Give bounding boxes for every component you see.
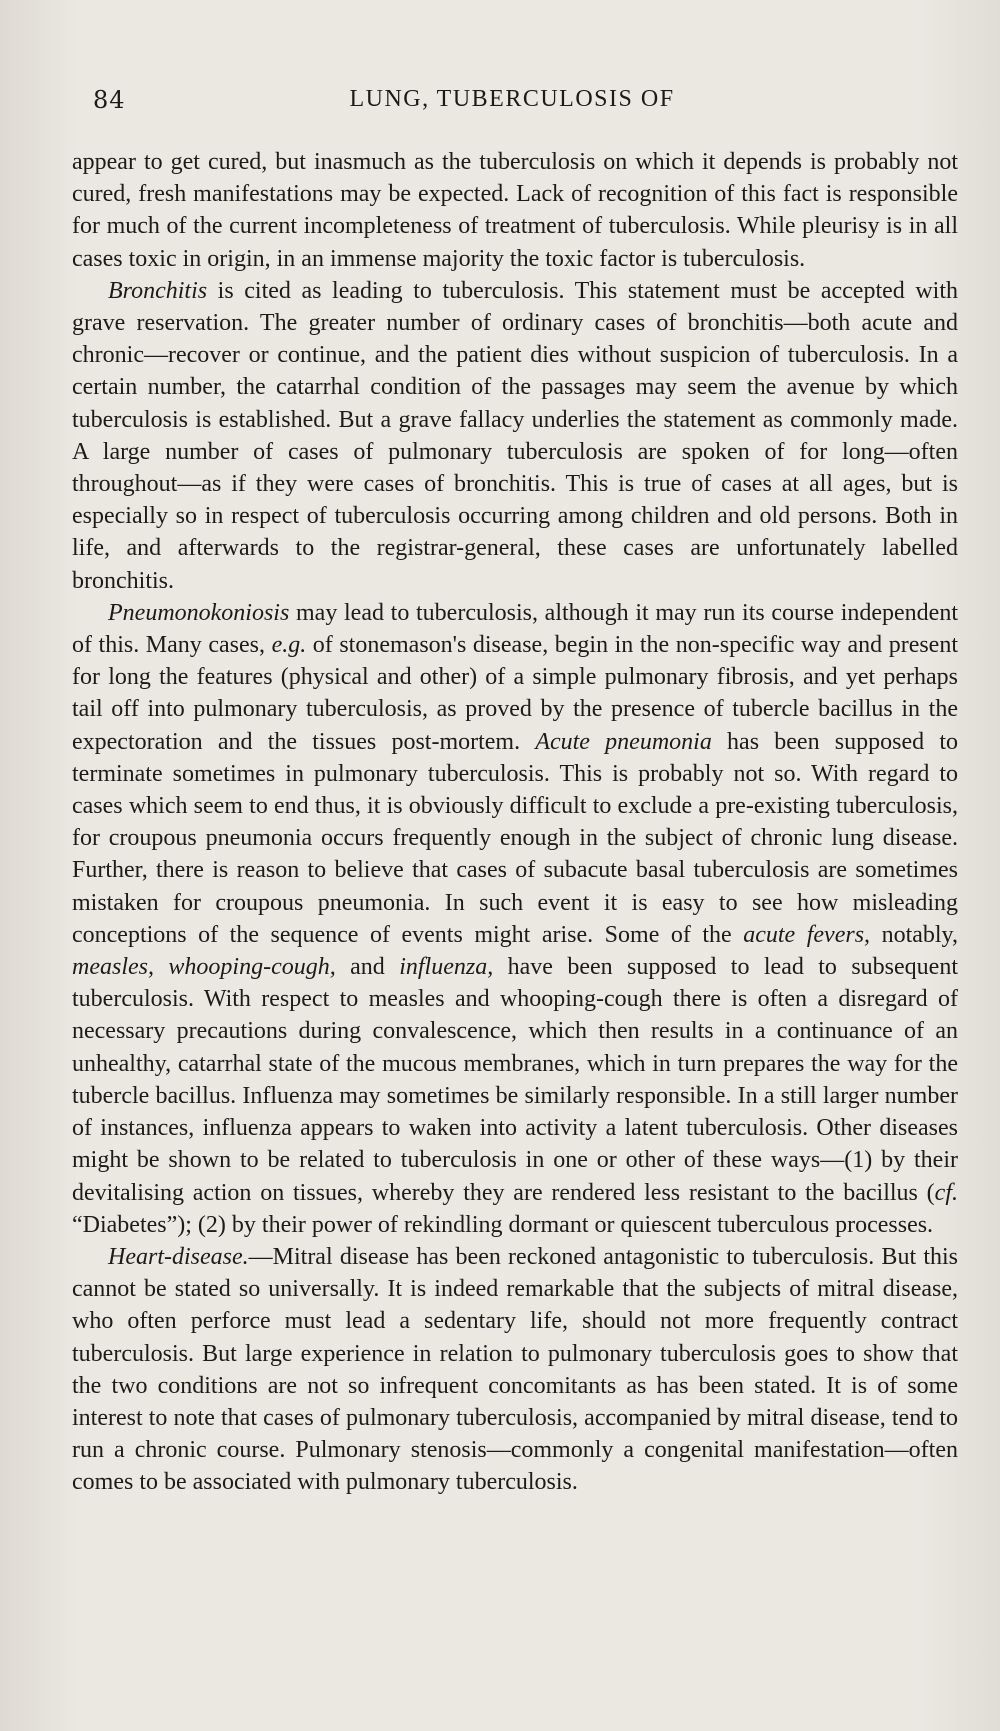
- italic-term: influenza,: [399, 954, 494, 981]
- italic-term: Heart-disease.: [108, 1243, 249, 1270]
- text-run: of stonemason's disease, begin in the non-specific way and present for long the features (physical and other) of a simple pulmonary fibrosis, and yet perhaps tail off into pulmonary tuberculosis, as proved by the presence of tubercle bacillus in the expectoration and the tissues post-mortem.: [72, 632, 959, 755]
- text-run: and: [335, 954, 400, 981]
- page-header: [68, 86, 956, 122]
- italic-term: Acute pneumonia: [535, 728, 712, 755]
- italic-term: cf.: [934, 1179, 958, 1206]
- text-run: notably,: [870, 921, 958, 948]
- paragraph-pleurisy: [72, 146, 958, 275]
- text-run: may lead to tuberculosis, although it may run its course independent of this. Many cases,: [72, 599, 958, 659]
- page-number: 84: [93, 86, 126, 114]
- italic-term: Bronchitis: [108, 277, 208, 304]
- text-run: have been supposed to lead to subsequent tuberculosis. With respect to measles and whooping-cough there is often a disregard of necessary precautions during convalescence, which then results in a continuance of an unhealthy, catarrhal state of the mucous membranes, which in turn prepares the way for the tubercle bacillus. Influenza may sometimes be similarly responsible. In a still larger number of instances, influenza appears to waken into activity a latent tuberculosis. Other diseases might be shown to be related to tuberculosis in one or other of these ways—(1) by their devitalising action on tissues, whereby they are rendered less resistant to the bacillus (: [72, 954, 958, 1206]
- text-run: is cited as leading to tuberculosis. This statement must be accepted with grave reservation. The greater number of ordinary cases of bronchitis—both acute and chronic—recover or continue, and the patient dies without suspicion of tuberculosis. In a certain number, the catarrhal condition of the passages may seem the avenue by which tuberculosis is established. But a grave fallacy underlies the statement as commonly made. A large number of cases of pulmonary tuberculosis are spoken of for long—often throughout—as if they were cases of bronchitis. This is true of cases at all ages, but is especially so in respect of tuberculosis occurring among children and old persons. Both in life, and afterwards to the registrar-general, these cases are unfortunately labelled bronchitis.: [72, 277, 958, 594]
- running-head: LUNG, TUBERCULOSIS OF: [349, 86, 675, 112]
- text-run: “Diabetes”); (2) by their power of rekindling dormant or quiescent tuberculous processes.: [72, 1211, 934, 1238]
- italic-term: Pneumonokoniosis: [108, 599, 290, 626]
- text-run: has been supposed to terminate sometimes in pulmonary tuberculosis. This is probably not so. With regard to cases which seem to end thus, it is obviously difficult to exclude a pre-existing tuberculosis, for croupous pneumonia occurs frequently enough in the subject of chronic lung disease. Further, there is reason to believe that cases of subacute basal tuberculosis are sometimes mistaken for croupous pneumonia. In such event it is easy to see how misleading conceptions of the sequence of events might arise. Some of the: [72, 728, 959, 948]
- italic-term: acute fevers,: [743, 921, 871, 948]
- text-run: appear to get cured, but inasmuch as the tuberculosis on which it depends is probably not cured, fresh manifestations may be expected. Lack of recognition of this fact is responsible for much of the current incompleteness of treatment of tuberculosis. While pleurisy is in all cases toxic in origin, in an immense majority the toxic factor is tuberculosis.: [72, 149, 958, 272]
- italic-term: measles, whooping-cough,: [72, 954, 336, 981]
- paragraph-bronchitis: [72, 275, 958, 597]
- text-run: —Mitral disease has been reckoned antagonistic to tuberculosis. But this cannot be stated so universally. It is indeed remarkable that the subjects of mitral disease, who often perforce must lead a sedentary life, should not more frequently contract tuberculosis. But large experience in relation to pulmonary tuberculosis goes to show that the two conditions are not so infrequent concomitants as has been stated. It is of some interest to note that cases of pulmonary tuberculosis, accompanied by mitral disease, tend to run a chronic course. Pulmonary stenosis—commonly a congenital manifestation—often comes to be associated with pulmonary tuberculosis.: [72, 1243, 958, 1496]
- paragraph-heart-disease: [72, 1241, 958, 1499]
- italic-term: e.g.: [271, 632, 307, 659]
- paragraph-pneumonokoniosis: [72, 597, 958, 1241]
- body-text: [72, 146, 958, 1499]
